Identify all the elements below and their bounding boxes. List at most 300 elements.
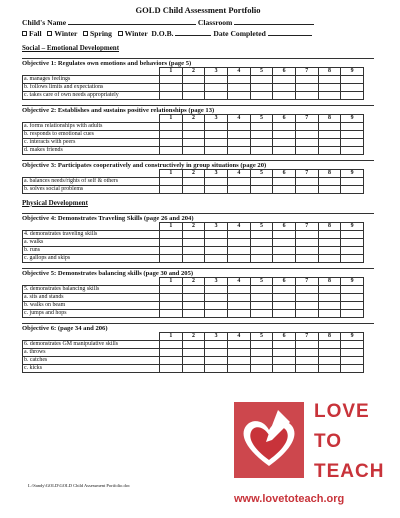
rating-cell[interactable] [182,255,205,263]
column-number: 4 [227,333,250,341]
rating-cell[interactable] [160,147,183,155]
rating-cell[interactable] [341,123,364,131]
rating-cell[interactable] [341,178,364,186]
objective-title: Objective 4: Demonstrates Traveling Skills (page 26 and 204) [22,213,374,222]
rating-cell[interactable] [341,255,364,263]
rating-cell[interactable] [182,239,205,247]
rating-cell[interactable] [227,255,250,263]
column-number: 1 [160,68,183,76]
column-number: 4 [227,278,250,286]
rating-cell[interactable] [250,76,273,84]
rating-cell[interactable] [227,247,250,255]
rating-cell[interactable] [273,84,296,92]
table-row [23,247,364,255]
rating-cell[interactable] [295,357,318,365]
rating-cell[interactable] [205,286,228,294]
column-number: 9 [341,68,364,76]
blank-header-cell [23,68,160,76]
objective-block [22,105,374,155]
rating-cell[interactable] [182,139,205,147]
rating-cell[interactable] [295,123,318,131]
header-line-1 [22,17,374,28]
rating-cell[interactable] [250,302,273,310]
rating-cell[interactable] [182,294,205,302]
rating-cell[interactable] [160,357,183,365]
table-row [23,147,364,155]
row-label: 4. demonstrates traveling skills [23,231,160,239]
rating-cell[interactable] [182,286,205,294]
rating-cell[interactable] [341,365,364,373]
rating-cell[interactable] [341,239,364,247]
rating-cell[interactable] [273,186,296,194]
rating-cell[interactable] [182,231,205,239]
row-label: a. forms relationships with adults [23,123,160,131]
rating-cell[interactable] [318,247,341,255]
rating-cell[interactable] [273,341,296,349]
watermark-word-teach: TEACH [314,461,385,482]
rating-cell[interactable] [250,365,273,373]
column-number: 4 [227,223,250,231]
watermark-url[interactable]: www.lovetoteach.org [234,493,345,505]
rating-cell[interactable] [160,302,183,310]
row-label: c. takes care of own needs appropriately [23,92,160,100]
column-number: 6 [273,278,296,286]
row-label: b. responds to emotional cues [23,131,160,139]
rating-cell[interactable] [318,76,341,84]
rating-cell[interactable] [341,310,364,318]
column-number: 7 [295,115,318,123]
rating-cell[interactable] [295,231,318,239]
rating-cell[interactable] [273,147,296,155]
rating-cell[interactable] [341,357,364,365]
rating-cell[interactable] [341,302,364,310]
table-row [23,231,364,239]
rating-cell[interactable] [295,302,318,310]
rating-cell[interactable] [295,131,318,139]
objective-grid [22,277,364,318]
rating-cell[interactable] [227,92,250,100]
column-number: 3 [205,115,228,123]
rating-cell[interactable] [250,357,273,365]
rating-cell[interactable] [205,302,228,310]
rating-cell[interactable] [273,294,296,302]
rating-cell[interactable] [182,357,205,365]
rating-cell[interactable] [273,349,296,357]
row-label: a. sits and stands [23,294,160,302]
table-row [23,341,364,349]
column-number: 7 [295,223,318,231]
rating-cell[interactable] [160,76,183,84]
rating-cell[interactable] [318,357,341,365]
rating-cell[interactable] [250,123,273,131]
rating-cell[interactable] [295,349,318,357]
row-label: c. gallops and skips [23,255,160,263]
column-number: 2 [182,68,205,76]
rating-cell[interactable] [160,365,183,373]
rating-cell[interactable] [295,255,318,263]
dob-label: D.O.B. [151,29,174,38]
row-label: a. throws [23,349,160,357]
rating-cell[interactable] [318,349,341,357]
rating-cell[interactable] [227,123,250,131]
rating-cell[interactable] [250,178,273,186]
heart-logo-icon [232,400,306,480]
objective-block [22,160,374,194]
rating-cell[interactable] [295,294,318,302]
rating-cell[interactable] [295,147,318,155]
rating-cell[interactable] [250,255,273,263]
rating-cell[interactable] [250,247,273,255]
column-number: 5 [250,278,273,286]
table-row [23,286,364,294]
column-number-row [23,333,364,341]
rating-cell[interactable] [182,247,205,255]
rating-cell[interactable] [227,147,250,155]
rating-cell[interactable] [182,341,205,349]
rating-cell[interactable] [341,92,364,100]
rating-cell[interactable] [250,147,273,155]
rating-cell[interactable] [250,341,273,349]
rating-cell[interactable] [205,247,228,255]
rating-cell[interactable] [318,239,341,247]
row-label: c. kicks [23,365,160,373]
spring-checkbox[interactable] [83,31,88,36]
column-number: 9 [341,223,364,231]
column-number: 1 [160,115,183,123]
rating-cell[interactable] [160,286,183,294]
rating-cell[interactable] [295,286,318,294]
rating-cell[interactable] [318,255,341,263]
rating-cell[interactable] [160,84,183,92]
rating-cell[interactable] [250,92,273,100]
rating-cell[interactable] [318,341,341,349]
rating-cell[interactable] [318,147,341,155]
fall-label: Fall [29,29,42,38]
rating-cell[interactable] [273,310,296,318]
rating-cell[interactable] [160,92,183,100]
rating-cell[interactable] [250,231,273,239]
rating-cell[interactable] [205,349,228,357]
table-row [23,255,364,263]
rating-cell[interactable] [227,294,250,302]
child-name-field[interactable] [68,17,196,25]
column-number: 8 [318,278,341,286]
row-label: b. solves social problems [23,186,160,194]
rating-cell[interactable] [205,365,228,373]
rating-cell[interactable] [227,84,250,92]
table-row [23,139,364,147]
rating-cell[interactable] [273,302,296,310]
rating-cell[interactable] [160,123,183,131]
rating-cell[interactable] [273,231,296,239]
column-number: 6 [273,68,296,76]
rating-cell[interactable] [295,92,318,100]
rating-cell[interactable] [295,365,318,373]
rating-cell[interactable] [318,186,341,194]
rating-cell[interactable] [227,239,250,247]
objective-block [22,58,374,100]
row-label: c. interacts with peers [23,139,160,147]
rating-cell[interactable] [341,131,364,139]
rating-cell[interactable] [205,139,228,147]
rating-cell[interactable] [295,341,318,349]
rating-cell[interactable] [227,186,250,194]
rating-cell[interactable] [160,139,183,147]
rating-cell[interactable] [160,310,183,318]
rating-cell[interactable] [227,310,250,318]
rating-cell[interactable] [250,294,273,302]
rating-cell[interactable] [295,139,318,147]
rating-cell[interactable] [205,123,228,131]
rating-cell[interactable] [250,131,273,139]
blank-header-cell [23,333,160,341]
section-social-emotional: Social – Emotional Development [22,44,120,52]
rating-cell[interactable] [273,139,296,147]
rating-cell[interactable] [341,76,364,84]
rating-cell[interactable] [227,365,250,373]
watermark-word-to: TO [314,431,343,452]
table-row [23,239,364,247]
table-row [23,365,364,373]
classroom-label: Classroom [197,18,233,27]
rating-cell[interactable] [182,310,205,318]
rating-cell[interactable] [205,84,228,92]
file-path-footer: L:\Sandy\GOLD\GOLD Child Assessment Portfolio.doc [28,483,130,488]
column-number-row [23,278,364,286]
winter-checkbox[interactable] [47,31,52,36]
rating-cell[interactable] [227,231,250,239]
rating-cell[interactable] [182,302,205,310]
header-line-2 [22,28,374,39]
rating-cell[interactable] [205,357,228,365]
rating-cell[interactable] [205,92,228,100]
rating-cell[interactable] [160,247,183,255]
rating-cell[interactable] [227,76,250,84]
column-number: 2 [182,170,205,178]
column-number: 2 [182,223,205,231]
table-row [23,302,364,310]
rating-cell[interactable] [295,84,318,92]
rating-cell[interactable] [205,341,228,349]
column-number: 2 [182,115,205,123]
table-row [23,349,364,357]
rating-cell[interactable] [182,186,205,194]
rating-cell[interactable] [341,139,364,147]
objective-title: Objective 6: (page 34 and 206) [22,323,374,332]
rating-cell[interactable] [341,84,364,92]
section-physical: Physical Development [22,199,88,207]
rating-cell[interactable] [182,84,205,92]
rating-cell[interactable] [318,286,341,294]
blank-header-cell [23,223,160,231]
rating-cell[interactable] [318,302,341,310]
table-row [23,294,364,302]
column-number: 5 [250,223,273,231]
rating-cell[interactable] [341,147,364,155]
column-number: 9 [341,115,364,123]
rating-cell[interactable] [318,310,341,318]
column-number: 7 [295,333,318,341]
rating-cell[interactable] [160,239,183,247]
rating-cell[interactable] [318,84,341,92]
column-number: 3 [205,223,228,231]
column-number: 4 [227,115,250,123]
rating-cell[interactable] [227,131,250,139]
objective-title: Objective 2: Establishes and sustains positive relationships (page 13) [22,105,374,114]
rating-cell[interactable] [205,239,228,247]
rating-cell[interactable] [273,357,296,365]
rating-cell[interactable] [182,365,205,373]
winter-label: Winter [54,29,78,38]
rating-cell[interactable] [227,341,250,349]
rating-cell[interactable] [273,239,296,247]
rating-cell[interactable] [205,310,228,318]
rating-cell[interactable] [182,92,205,100]
table-row [23,186,364,194]
rating-cell[interactable] [250,84,273,92]
rating-cell[interactable] [295,310,318,318]
classroom-field[interactable] [234,17,314,25]
rating-cell[interactable] [250,239,273,247]
column-number: 7 [295,278,318,286]
rating-cell[interactable] [160,341,183,349]
rating-cell[interactable] [182,131,205,139]
rating-cell[interactable] [341,286,364,294]
column-number: 4 [227,68,250,76]
rating-cell[interactable] [341,247,364,255]
rating-cell[interactable] [227,357,250,365]
rating-cell[interactable] [273,76,296,84]
objective-block [22,268,374,318]
rating-cell[interactable] [273,131,296,139]
rating-cell[interactable] [273,123,296,131]
rating-cell[interactable] [318,294,341,302]
rating-cell[interactable] [273,92,296,100]
rating-cell[interactable] [341,294,364,302]
rating-cell[interactable] [341,231,364,239]
objective-grid [22,67,364,100]
column-number: 5 [250,115,273,123]
rating-cell[interactable] [160,186,183,194]
row-label: b. runs [23,247,160,255]
column-number: 6 [273,333,296,341]
rating-cell[interactable] [160,294,183,302]
objective-title: Objective 1: Regulates own emotions and behaviors (page 5) [22,58,374,67]
column-number: 9 [341,278,364,286]
row-label: c. jumps and hops [23,310,160,318]
child-name-label: Child's Name [22,18,67,27]
column-number: 7 [295,170,318,178]
column-number: 5 [250,68,273,76]
rating-cell[interactable] [250,286,273,294]
objective-grid [22,332,364,373]
rating-cell[interactable] [318,131,341,139]
rating-cell[interactable] [295,247,318,255]
column-number-row [23,223,364,231]
rating-cell[interactable] [205,147,228,155]
rating-cell[interactable] [182,76,205,84]
rating-cell[interactable] [205,76,228,84]
rating-cell[interactable] [318,178,341,186]
rating-cell[interactable] [205,178,228,186]
column-number: 2 [182,278,205,286]
rating-cell[interactable] [341,341,364,349]
date-completed-label: Date Completed [213,29,266,38]
rating-cell[interactable] [318,123,341,131]
rating-cell[interactable] [341,349,364,357]
rating-cell[interactable] [318,231,341,239]
rating-cell[interactable] [273,365,296,373]
rating-cell[interactable] [250,310,273,318]
rating-cell[interactable] [205,186,228,194]
rating-cell[interactable] [273,178,296,186]
love-to-teach-watermark [232,398,392,510]
rating-cell[interactable] [205,231,228,239]
table-row [23,92,364,100]
row-label: b. follows limits and expectations [23,84,160,92]
rating-cell[interactable] [250,186,273,194]
rating-cell[interactable] [273,247,296,255]
column-number: 5 [250,170,273,178]
rating-cell[interactable] [227,286,250,294]
rating-cell[interactable] [318,139,341,147]
column-number: 2 [182,333,205,341]
table-row [23,357,364,365]
table-row [23,76,364,84]
rating-cell[interactable] [160,349,183,357]
dob-field[interactable] [175,28,211,36]
rating-cell[interactable] [295,239,318,247]
blank-header-cell [23,278,160,286]
rating-cell[interactable] [250,349,273,357]
rating-cell[interactable] [273,255,296,263]
table-row [23,310,364,318]
rating-cell[interactable] [182,123,205,131]
column-number: 6 [273,170,296,178]
winter-2-checkbox[interactable] [118,31,123,36]
rating-cell[interactable] [318,365,341,373]
rating-cell[interactable] [318,92,341,100]
rating-cell[interactable] [273,286,296,294]
column-number: 6 [273,223,296,231]
row-label: d. makes friends [23,147,160,155]
rating-cell[interactable] [160,231,183,239]
rating-cell[interactable] [182,178,205,186]
rating-cell[interactable] [205,294,228,302]
rating-cell[interactable] [205,131,228,139]
rating-cell[interactable] [227,349,250,357]
objective-title: Objective 5: Demonstrates balancing skills (page 30 and 205) [22,268,374,277]
rating-cell[interactable] [250,139,273,147]
rating-cell[interactable] [160,131,183,139]
rating-cell[interactable] [160,178,183,186]
rating-cell[interactable] [295,76,318,84]
date-completed-field[interactable] [268,28,312,36]
column-number: 8 [318,333,341,341]
rating-cell[interactable] [205,255,228,263]
rating-cell[interactable] [227,139,250,147]
rating-cell[interactable] [227,178,250,186]
column-number: 3 [205,68,228,76]
rating-cell[interactable] [182,147,205,155]
rating-cell[interactable] [182,349,205,357]
rating-cell[interactable] [341,186,364,194]
rating-cell[interactable] [227,302,250,310]
rating-cell[interactable] [295,178,318,186]
fall-checkbox[interactable] [22,31,27,36]
rating-cell[interactable] [295,186,318,194]
rating-cell[interactable] [160,255,183,263]
